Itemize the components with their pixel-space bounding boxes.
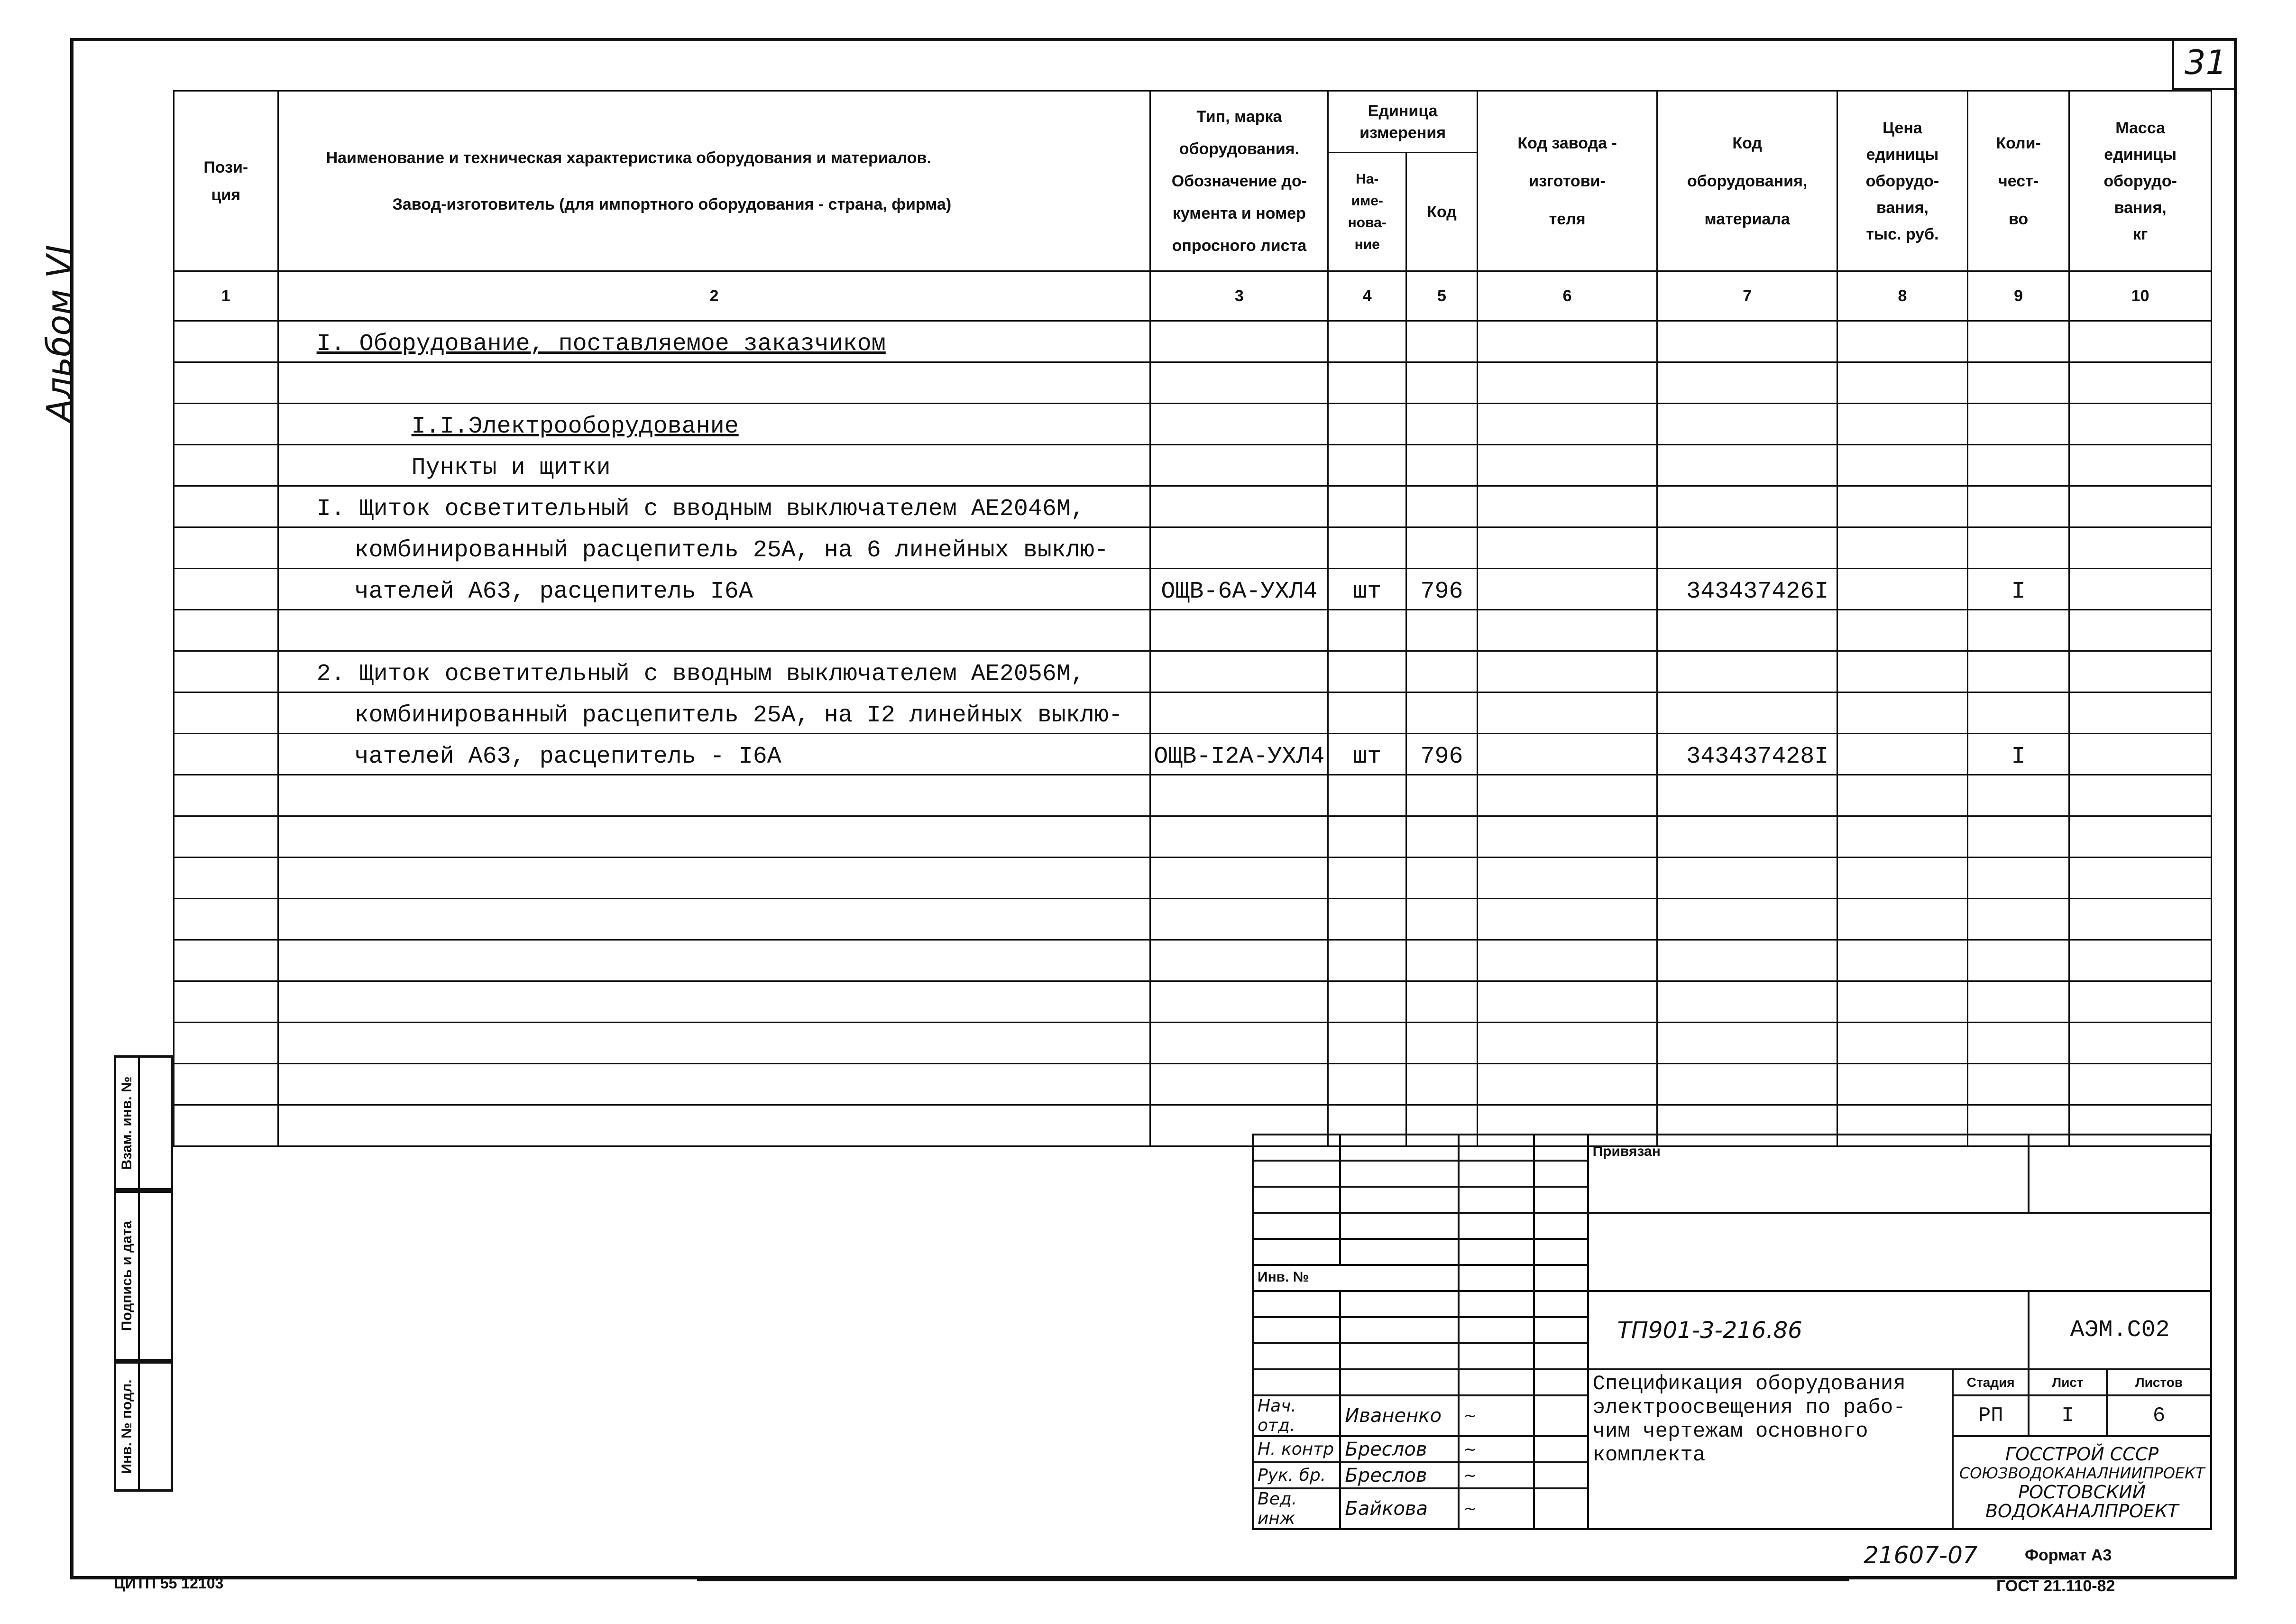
cell-name (278, 1105, 1150, 1146)
cell-unit-code (1406, 981, 1478, 1023)
cell-name: I.I.Электрооборудование (278, 404, 1150, 445)
cell-unit (1328, 940, 1406, 981)
sheet-number: 31 (2184, 43, 2227, 82)
cell-price (1837, 816, 1968, 858)
colnum-2: 2 (278, 271, 1150, 321)
cell-name: комбинированный расцепитель 25А, на I2 линейных выклю- (278, 692, 1150, 734)
header-quantity: Коли- чест- во (1967, 91, 2069, 271)
cell-mass (2069, 569, 2212, 610)
cell-unit-code (1406, 610, 1478, 651)
cell-type (1150, 651, 1328, 692)
table-row (174, 486, 2212, 527)
cell-equipment-code (1657, 816, 1837, 858)
cell-position (174, 692, 278, 734)
cell-name: Пункты и щитки (278, 445, 1150, 486)
cell-type (1150, 816, 1328, 858)
cell-type (1150, 404, 1328, 445)
table-row (174, 404, 2212, 445)
header-price: Цена единицы оборудо- вания, тыс. руб. (1837, 91, 1968, 271)
cell-name (278, 775, 1150, 816)
cell-unit (1328, 899, 1406, 940)
cell-position (174, 981, 278, 1023)
cell-type (1150, 692, 1328, 734)
signer-name-4: Байкова (1340, 1488, 1459, 1529)
cell-price (1837, 321, 1968, 362)
cell-maker-code (1477, 816, 1657, 858)
header-position: Пози- ция (174, 91, 278, 271)
cell-position (174, 610, 278, 651)
cell-mass (2069, 404, 2212, 445)
side-vzam-inv: Взам. инв. № (114, 1055, 173, 1190)
stage-value: РП (1953, 1395, 2029, 1436)
album-label: Альбом VI (39, 245, 79, 422)
cell-equipment-code (1657, 692, 1837, 734)
cell-name (278, 1023, 1150, 1064)
cell-maker-code (1477, 858, 1657, 899)
cell-unit: шт (1328, 734, 1406, 775)
cell-price (1837, 940, 1968, 981)
footer-underline (697, 1579, 1849, 1581)
cell-maker-code (1477, 486, 1657, 527)
cell-maker-code (1477, 775, 1657, 816)
cell-maker-code (1477, 362, 1657, 404)
archive-number: 21607-07 (1864, 1541, 1978, 1569)
cell-mass (2069, 362, 2212, 404)
signature-1: ~ (1459, 1395, 1534, 1436)
cell-type: ОЩВ-6А-УХЛ4 (1150, 569, 1328, 610)
table-row (174, 362, 2212, 404)
privyazan-cell: Привязан (1588, 1135, 2029, 1213)
signer-name-3: Бреслов (1340, 1462, 1459, 1488)
signature-3: ~ (1459, 1462, 1534, 1488)
cell-equipment-code: 343437426I (1657, 569, 1837, 610)
cell-price (1837, 404, 1968, 445)
cell-maker-code (1477, 445, 1657, 486)
table-body (174, 321, 2212, 1146)
cell-maker-code (1477, 1023, 1657, 1064)
cell-maker-code (1477, 527, 1657, 569)
cell-unit-code (1406, 486, 1478, 527)
cell-position (174, 858, 278, 899)
doc-code-cell: АЭМ.С02 (2029, 1291, 2211, 1369)
cell-unit (1328, 610, 1406, 651)
footer-left: ЦИТП 55 12103 (114, 1575, 224, 1592)
side-inv-podl: Инв. № подл. (114, 1361, 173, 1492)
header-unit-code: Код (1406, 153, 1478, 271)
sheet-label: Лист (2029, 1369, 2107, 1395)
cell-quantity (1967, 981, 2069, 1023)
table-row (174, 527, 2212, 569)
cell-unit (1328, 527, 1406, 569)
side-podpis-data: Подпись и дата (114, 1190, 173, 1361)
cell-position (174, 775, 278, 816)
cell-name: I. Оборудование, поставляемое заказчиком (278, 321, 1150, 362)
table-row (174, 692, 2212, 734)
cell-unit-code (1406, 899, 1478, 940)
organization-cell: ГОССТРОЙ СССР СОЮЗВОДОКАНАЛНИИПРОЕКТ РОСТОВСКИЙ ВОДОКАНАЛПРОЕКТ (1953, 1436, 2211, 1529)
cell-mass (2069, 610, 2212, 651)
table-row (174, 1064, 2212, 1105)
cell-unit (1328, 321, 1406, 362)
cell-equipment-code (1657, 404, 1837, 445)
cell-name: чателей А63, расцепитель - I6А (278, 734, 1150, 775)
cell-price (1837, 858, 1968, 899)
cell-unit-code (1406, 692, 1478, 734)
inv-no-cell: Инв. № (1253, 1265, 1459, 1291)
cell-price (1837, 692, 1968, 734)
cell-quantity (1967, 692, 2069, 734)
specification-table (173, 90, 2212, 1147)
cell-price (1837, 651, 1968, 692)
table-row (174, 569, 2212, 610)
cell-unit-code (1406, 940, 1478, 981)
cell-quantity (1967, 651, 2069, 692)
cell-mass (2069, 816, 2212, 858)
cell-quantity (1967, 486, 2069, 527)
cell-mass (2069, 321, 2212, 362)
cell-name: I. Щиток осветительный с вводным выключателем АЕ2046М, (278, 486, 1150, 527)
doc-title-cell: Спецификация оборудования электроосвещения по рабо- чим чертежам основного комплекта (1588, 1369, 1953, 1529)
cell-name: чателей А63, расцепитель I6А (278, 569, 1150, 610)
cell-quantity (1967, 940, 2069, 981)
colnum-10: 10 (2069, 271, 2212, 321)
cell-price (1837, 527, 1968, 569)
cell-unit (1328, 775, 1406, 816)
cell-position (174, 404, 278, 445)
cell-position (174, 1023, 278, 1064)
cell-mass (2069, 775, 2212, 816)
signer-role-1: Нач. отд. (1253, 1395, 1340, 1436)
cell-equipment-code (1657, 858, 1837, 899)
cell-type (1150, 775, 1328, 816)
cell-mass (2069, 1023, 2212, 1064)
cell-position (174, 569, 278, 610)
cell-equipment-code (1657, 981, 1837, 1023)
cell-position (174, 940, 278, 981)
cell-position (174, 321, 278, 362)
cell-equipment-code (1657, 1064, 1837, 1105)
sheet-value: I (2029, 1395, 2107, 1436)
cell-maker-code (1477, 692, 1657, 734)
cell-unit-code (1406, 445, 1478, 486)
header-type: Тип, марка оборудования. Обозначение до- кумента и номер опросного листа (1150, 91, 1328, 271)
colnum-5: 5 (1406, 271, 1478, 321)
table-row (174, 651, 2212, 692)
stage-label: Стадия (1953, 1369, 2029, 1395)
cell-position (174, 362, 278, 404)
cell-equipment-code (1657, 940, 1837, 981)
header-unit-group: Единица измерения (1328, 91, 1478, 153)
table-row (174, 940, 2212, 981)
cell-mass (2069, 486, 2212, 527)
cell-name (278, 1064, 1150, 1105)
signer-role-2: Н. контр (1253, 1436, 1340, 1462)
cell-type (1150, 1064, 1328, 1105)
cell-maker-code (1477, 569, 1657, 610)
cell-mass (2069, 899, 2212, 940)
cell-type (1150, 940, 1328, 981)
cell-mass (2069, 445, 2212, 486)
cell-unit: шт (1328, 569, 1406, 610)
cell-maker-code (1477, 651, 1657, 692)
sheet-number-box (2172, 38, 2237, 90)
header-mass: Масса единицы оборудо- вания, кг (2069, 91, 2212, 271)
table-row (174, 321, 2212, 362)
cell-position (174, 445, 278, 486)
cell-mass (2069, 940, 2212, 981)
cell-type (1150, 899, 1328, 940)
cell-quantity: I (1967, 569, 2069, 610)
cell-equipment-code (1657, 321, 1837, 362)
cell-equipment-code (1657, 775, 1837, 816)
cell-type (1150, 981, 1328, 1023)
header-name: Наименование и техническая характеристика оборудования и материалов. Завод-изготовитель (для импортного оборудования - страна, фирма) (278, 91, 1150, 271)
cell-maker-code (1477, 940, 1657, 981)
cell-unit (1328, 651, 1406, 692)
format-label: Формат А3 (2025, 1546, 2112, 1564)
cell-equipment-code (1657, 362, 1837, 404)
cell-unit-code (1406, 1023, 1478, 1064)
table-row (174, 858, 2212, 899)
table-row (174, 1023, 2212, 1064)
cell-type: ОЩВ-I2А-УХЛ4 (1150, 734, 1328, 775)
cell-name (278, 899, 1150, 940)
cell-unit-code: 796 (1406, 569, 1478, 610)
cell-type (1150, 321, 1328, 362)
cell-name (278, 816, 1150, 858)
cell-equipment-code: 343437428I (1657, 734, 1837, 775)
signature-2: ~ (1459, 1436, 1534, 1462)
cell-type (1150, 858, 1328, 899)
cell-price (1837, 1023, 1968, 1064)
cell-type (1150, 610, 1328, 651)
table-row (174, 610, 2212, 651)
cell-unit (1328, 816, 1406, 858)
colnum-4: 4 (1328, 271, 1406, 321)
cell-mass (2069, 858, 2212, 899)
colnum-6: 6 (1477, 271, 1657, 321)
cell-position (174, 527, 278, 569)
cell-quantity (1967, 404, 2069, 445)
cell-price (1837, 610, 1968, 651)
cell-mass (2069, 692, 2212, 734)
signer-name-1: Иваненко (1340, 1395, 1459, 1436)
cell-unit-code (1406, 362, 1478, 404)
cell-name (278, 362, 1150, 404)
colnum-3: 3 (1150, 271, 1328, 321)
cell-equipment-code (1657, 445, 1837, 486)
cell-unit (1328, 858, 1406, 899)
project-code-cell: ТП901-3-216.86 (1588, 1291, 2029, 1369)
cell-quantity (1967, 321, 2069, 362)
cell-equipment-code (1657, 1023, 1837, 1064)
table-row (174, 734, 2212, 775)
cell-unit (1328, 1064, 1406, 1105)
cell-maker-code (1477, 1064, 1657, 1105)
sheets-label: Листов (2107, 1369, 2211, 1395)
cell-price (1837, 569, 1968, 610)
cell-quantity (1967, 1064, 2069, 1105)
cell-name (278, 610, 1150, 651)
cell-maker-code (1477, 321, 1657, 362)
cell-price (1837, 981, 1968, 1023)
cell-quantity (1967, 816, 2069, 858)
cell-unit (1328, 981, 1406, 1023)
colnum-9: 9 (1967, 271, 2069, 321)
cell-unit-code (1406, 816, 1478, 858)
cell-type (1150, 486, 1328, 527)
cell-equipment-code (1657, 486, 1837, 527)
cell-type (1150, 362, 1328, 404)
cell-maker-code (1477, 610, 1657, 651)
cell-quantity (1967, 899, 2069, 940)
table-row (174, 775, 2212, 816)
cell-position (174, 1105, 278, 1146)
signer-role-3: Рук. бр. (1253, 1462, 1340, 1488)
table-row (174, 816, 2212, 858)
cell-unit-code (1406, 651, 1478, 692)
cell-unit-code (1406, 404, 1478, 445)
cell-equipment-code (1657, 899, 1837, 940)
cell-position (174, 651, 278, 692)
cell-type (1150, 527, 1328, 569)
signature-4: ~ (1459, 1488, 1534, 1529)
cell-name (278, 981, 1150, 1023)
cell-quantity (1967, 527, 2069, 569)
colnum-7: 7 (1657, 271, 1837, 321)
cell-price (1837, 362, 1968, 404)
cell-mass (2069, 1064, 2212, 1105)
cell-name: 2. Щиток осветительный с вводным выключателем АЕ2056М, (278, 651, 1150, 692)
cell-unit (1328, 1023, 1406, 1064)
column-number-row (174, 271, 2212, 321)
cell-unit-code (1406, 527, 1478, 569)
colnum-8: 8 (1837, 271, 1968, 321)
cell-unit (1328, 362, 1406, 404)
cell-name: комбинированный расцепитель 25А, на 6 линейных выклю- (278, 527, 1150, 569)
colnum-1: 1 (174, 271, 278, 321)
cell-price (1837, 734, 1968, 775)
cell-price (1837, 486, 1968, 527)
cell-maker-code (1477, 981, 1657, 1023)
table-row (174, 445, 2212, 486)
cell-equipment-code (1657, 610, 1837, 651)
cell-position (174, 899, 278, 940)
cell-mass (2069, 734, 2212, 775)
cell-type (1150, 1023, 1328, 1064)
cell-unit (1328, 692, 1406, 734)
cell-unit-code (1406, 858, 1478, 899)
cell-mass (2069, 981, 2212, 1023)
cell-unit-code: 796 (1406, 734, 1478, 775)
cell-position (174, 1064, 278, 1105)
cell-unit-code (1406, 1064, 1478, 1105)
cell-quantity: I (1967, 734, 2069, 775)
cell-maker-code (1477, 899, 1657, 940)
signer-role-4: Вед. инж (1253, 1488, 1340, 1529)
cell-price (1837, 1064, 1968, 1105)
cell-unit-code (1406, 775, 1478, 816)
cell-maker-code (1477, 734, 1657, 775)
cell-equipment-code (1657, 651, 1837, 692)
cell-quantity (1967, 858, 2069, 899)
cell-position (174, 734, 278, 775)
cell-position (174, 486, 278, 527)
table-row (174, 899, 2212, 940)
table-row (174, 981, 2212, 1023)
cell-unit (1328, 445, 1406, 486)
cell-unit (1328, 404, 1406, 445)
cell-type (1150, 445, 1328, 486)
cell-mass (2069, 527, 2212, 569)
cell-unit (1328, 486, 1406, 527)
cell-unit-code (1406, 321, 1478, 362)
gost-label: ГОСТ 21.110-82 (1996, 1577, 2115, 1595)
cell-name (278, 858, 1150, 899)
title-block (1252, 1134, 2212, 1528)
cell-price (1837, 899, 1968, 940)
cell-equipment-code (1657, 527, 1837, 569)
cell-position (174, 816, 278, 858)
header-maker-code: Код завода - изготови- теля (1477, 91, 1657, 271)
cell-quantity (1967, 610, 2069, 651)
cell-quantity (1967, 1023, 2069, 1064)
header-equipment-code: Код оборудования, материала (1657, 91, 1837, 271)
cell-quantity (1967, 775, 2069, 816)
cell-name (278, 940, 1150, 981)
cell-quantity (1967, 362, 2069, 404)
cell-price (1837, 775, 1968, 816)
header-unit-name: На- име- нова- ние (1328, 153, 1406, 271)
sheets-value: 6 (2107, 1395, 2211, 1436)
cell-mass (2069, 651, 2212, 692)
signer-name-2: Бреслов (1340, 1436, 1459, 1462)
cell-price (1837, 445, 1968, 486)
cell-maker-code (1477, 404, 1657, 445)
cell-quantity (1967, 445, 2069, 486)
